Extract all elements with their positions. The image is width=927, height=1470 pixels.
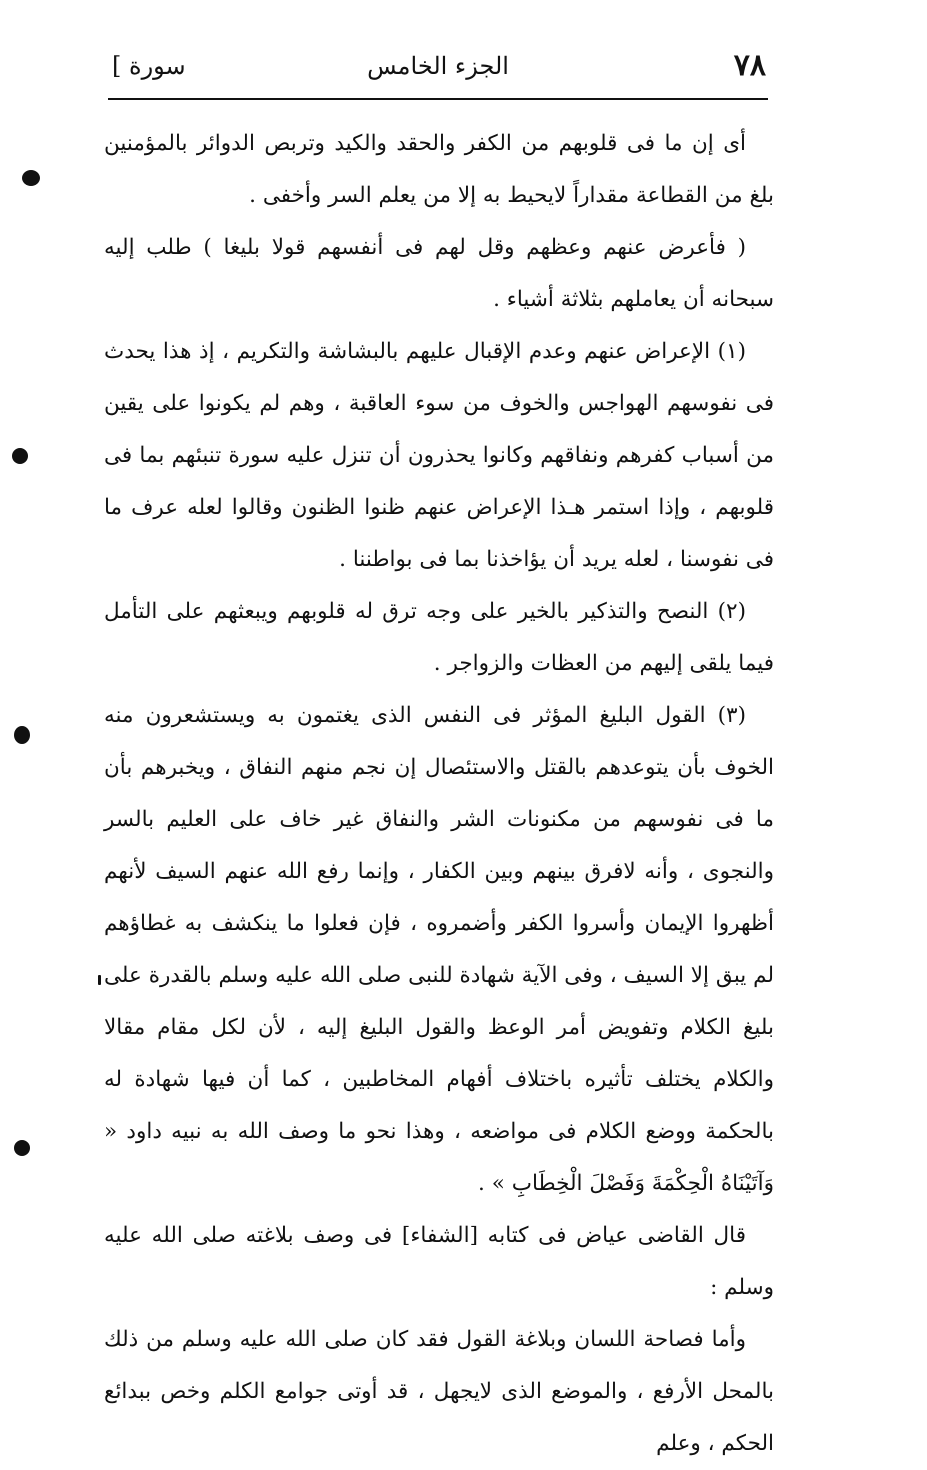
paragraph: ( فأعرض عنهم وعظهم وقل لهم فى أنفسهم قولا بليغا ) طلب إليه سبحانه أن يعاملهم بثلاثة أشياء . (104, 235, 774, 312)
page-number: ٧٨ (733, 48, 766, 83)
running-title: الجزء الخامس (367, 52, 509, 80)
margin-speck (14, 726, 30, 744)
paragraph: (٣) القول البليغ المؤثر فى النفس الذى يغتمون به ويستشعرون منه الخوف بأن يتوعدهم بالقتل والاستئصال إن نجم منهم النفاق ، ويخبرهم بأن ما فى نفوسهم من مكنونات الشر والنفاق غير خاف على العليم بالسر والنجوى ، وأنه لافرق بينهم وبين الكفار ، وإنما رفع الله عنهم السيف لأنهم أظهروا الإيمان وأسروا الكفر وأضمروه ، فإن فعلوا ما ينكشف به غطاؤهم لم يبق إلا السيف ، وفى الآية شهادة للنبى صلى الله عليه وسلم بالقدرة على بليغ الكلام وتفويض أمر الوعظ والقول البليغ إليه ، لأن لكل مقام مقالا والكلام يختلف تأثيره باختلاف أفهام المخاطبين ، كما أن فيها شهادة له بالحكمة ووضع الكلام فى مواضعه ، وهذا نحو ما وصف الله به نبيه داود « وَآتَيْنَاهُ الْحِكْمَةَ وَفَصْلَ الْخِطَابِ » . (104, 703, 774, 1196)
margin-speck (14, 1140, 30, 1156)
paragraph: وأما فصاحة اللسان وبلاغة القول فقد كان صلى الله عليه وسلم من ذلك بالمحل الأرفع ، والموضع الذى لايجهل ، قد أوتى جوامع الكلم وخص ببدائع الحكم ، وعلم (104, 1327, 774, 1456)
paragraph: (١) الإعراض عنهم وعدم الإقبال عليهم بالبشاشة والتكريم ، إذ هذا يحدث فى نفوسهم الهواجس والخوف من سوء العاقبة ، وهم لم يكونوا على يقين من أسباب كفرهم ونفاقهم وكانوا يحذرون أن تنزل عليه سورة تنبئهم بما فى قلوبهم ، وإذا استمر هـذا الإعراض عنهم ظنوا الظنون وقالوا لعله عرف ما فى نفوسنا ، لعله يريد أن يؤاخذنا بما فى بواطننا . (104, 339, 774, 572)
surah-label: سورة ] (112, 52, 186, 80)
paragraph: قال القاضى عياض فى كتابه [الشفاء] فى وصف بلاغته صلى الله عليه وسلم : (104, 1223, 774, 1300)
margin-speck (98, 975, 101, 985)
paragraph: (٢) النصح والتذكير بالخير على وجه ترق له قلوبهم ويبعثهم على التأمل فيما يلقى إليهم من العظات والزواجر . (104, 599, 774, 676)
page-body (104, 118, 774, 1470)
margin-speck (22, 170, 40, 186)
paragraph: أى إن ما فى قلوبهم من الكفر والحقد والكيد وتربص الدوائر بالمؤمنين بلغ من القطاعة مقداراً لايحيط به إلا من يعلم السر وأخفى . (104, 131, 774, 208)
margin-speck (12, 448, 28, 464)
header-divider (108, 98, 768, 100)
page-header (108, 42, 768, 98)
